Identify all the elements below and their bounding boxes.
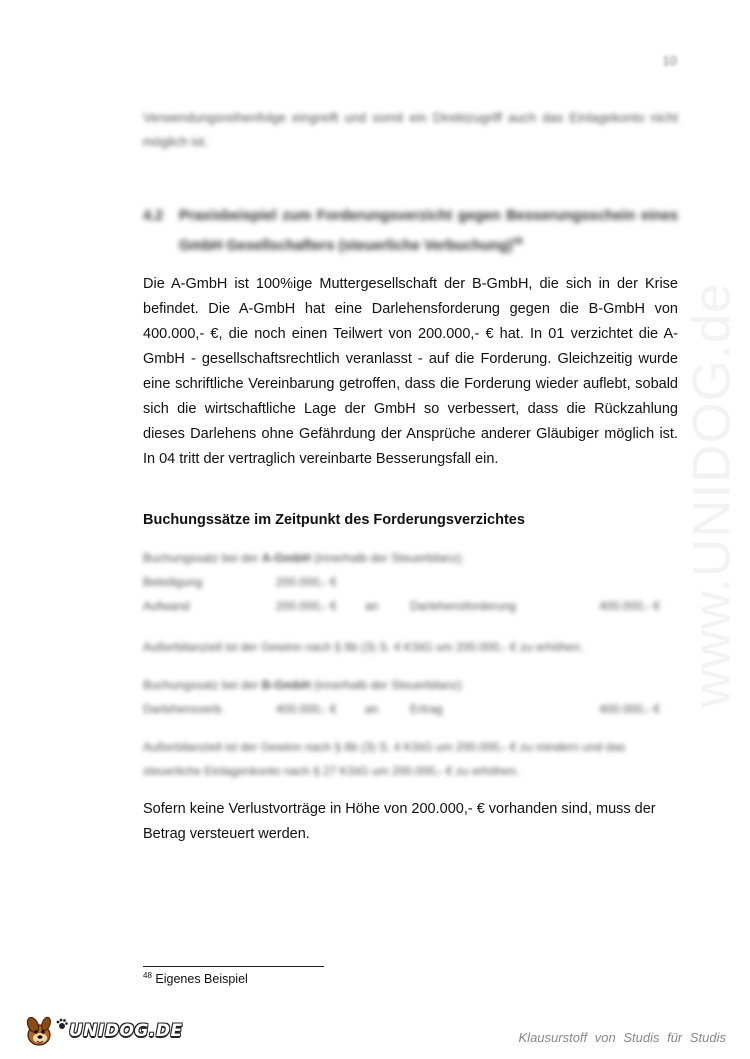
watermark: www.UNIDOG.de (682, 282, 742, 708)
booking-a-intro (143, 546, 678, 570)
footer-slogan: Klausurstoff von Studis für Studis (518, 1030, 726, 1045)
contra-amount: 400.000,- € (599, 599, 660, 613)
booking-a-note: Außerbilanziell ist der Gewinn nach § 8b (3) S. 4 KStG um 200.000,- € zu erhöhen. (143, 640, 584, 654)
booking-a-company: A-GmbH (261, 551, 311, 565)
footnote-rule (143, 966, 324, 967)
footnote (143, 971, 248, 986)
section-title-wrap (179, 204, 678, 259)
booking-b-note: Außerbilanziell ist der Gewinn nach § 8b (3) S. 4 KStG um 200.000,- € zu mindern und das steuerliche Einlagenkonto nach § 27 KStG um 200.000,- € zu erhöhen. (143, 740, 626, 778)
dog-icon (24, 1013, 58, 1049)
contra-account: Ertrag (410, 702, 443, 716)
booking-b-company: B-GmbH (261, 678, 311, 692)
paw-icon (56, 1018, 68, 1030)
amount: 200.000,- € (276, 599, 337, 613)
contra-account: Darlehensforderung (410, 599, 517, 613)
an-label: an (365, 599, 379, 613)
account: Darlehensverb. (143, 702, 225, 716)
booking-b-block (143, 673, 678, 721)
booking-b-intro-prefix: Buchungssatz bei der (143, 678, 262, 692)
booking-a-row (143, 570, 678, 594)
account: Aufwand (143, 599, 190, 613)
page-number: 10 (662, 53, 677, 68)
booking-subheading: Buchungssätze im Zeitpunkt des Forderungsverzichtes (143, 512, 525, 528)
booking-b-intro (143, 673, 678, 697)
an-label: an (365, 702, 379, 716)
footnote-number: 48 (143, 971, 152, 980)
contra-amount: 400.000,- € (599, 702, 660, 716)
previous-text: Verwendungsreihenfolge eingreift und somit ein Direktzugriff auch das Einlagekonto nicht möglich ist. (143, 110, 678, 149)
booking-b-row (143, 697, 678, 721)
body-paragraph: Die A-GmbH ist 100%ige Muttergesellschaft der B-GmbH, die sich in der Krise befindet. Die A-GmbH hat eine Darlehensforderung gegen die B-GmbH von 400.000,- €, die noch einen Teilwert von 200.000,- € hat. In 01 verzichtet die A-GmbH - gesellschaftsrechtlich veranlasst - auf die Forderung. Gleichzeitig wurde eine schriftliche Vereinbarung getroffen, dass die Forderung wieder auflebt, sobald sich die wirtschaftliche Lage der GmbH so verbessert, dass die Rückzahlung dieses Darlehens ohne Gefährdung der Ansprüche anderer Gläubiger möglich ist. In 04 tritt der vertraglich vereinbarte Besserungsfall ein. (143, 276, 678, 467)
booking-a-block (143, 546, 678, 618)
section-heading (143, 204, 678, 259)
closing-paragraph: Sofern keine Verlustvorträge in Höhe von 200.000,- € vorhanden sind, muss der Betrag versteuert werden. (143, 801, 656, 842)
unidog-logo[interactable] (24, 1012, 183, 1050)
booking-a-row (143, 594, 678, 618)
amount: 400.000,- € (276, 702, 337, 716)
logo-text: UNIDOG.DE (69, 1021, 183, 1041)
section-footnote-ref: 48 (512, 236, 523, 246)
section-title: Praxisbeispiel zum Forderungsverzicht gegen Besserungsschein eines GmbH Gesellschafters (steuerliche Verbuchung) (179, 208, 678, 254)
section-number: 4.2 (143, 208, 164, 224)
booking-a-intro-prefix: Buchungssatz bei der (143, 551, 262, 565)
account: Beteiligung (143, 575, 203, 589)
amount: 200.000,- € (276, 575, 337, 589)
booking-b-intro-suffix: (innerhalb der Steuerbilanz) (310, 678, 462, 692)
footnote-text: Eigenes Beispiel (155, 972, 248, 987)
booking-a-intro-suffix: (innerhalb der Steuerbilanz) (310, 551, 462, 565)
